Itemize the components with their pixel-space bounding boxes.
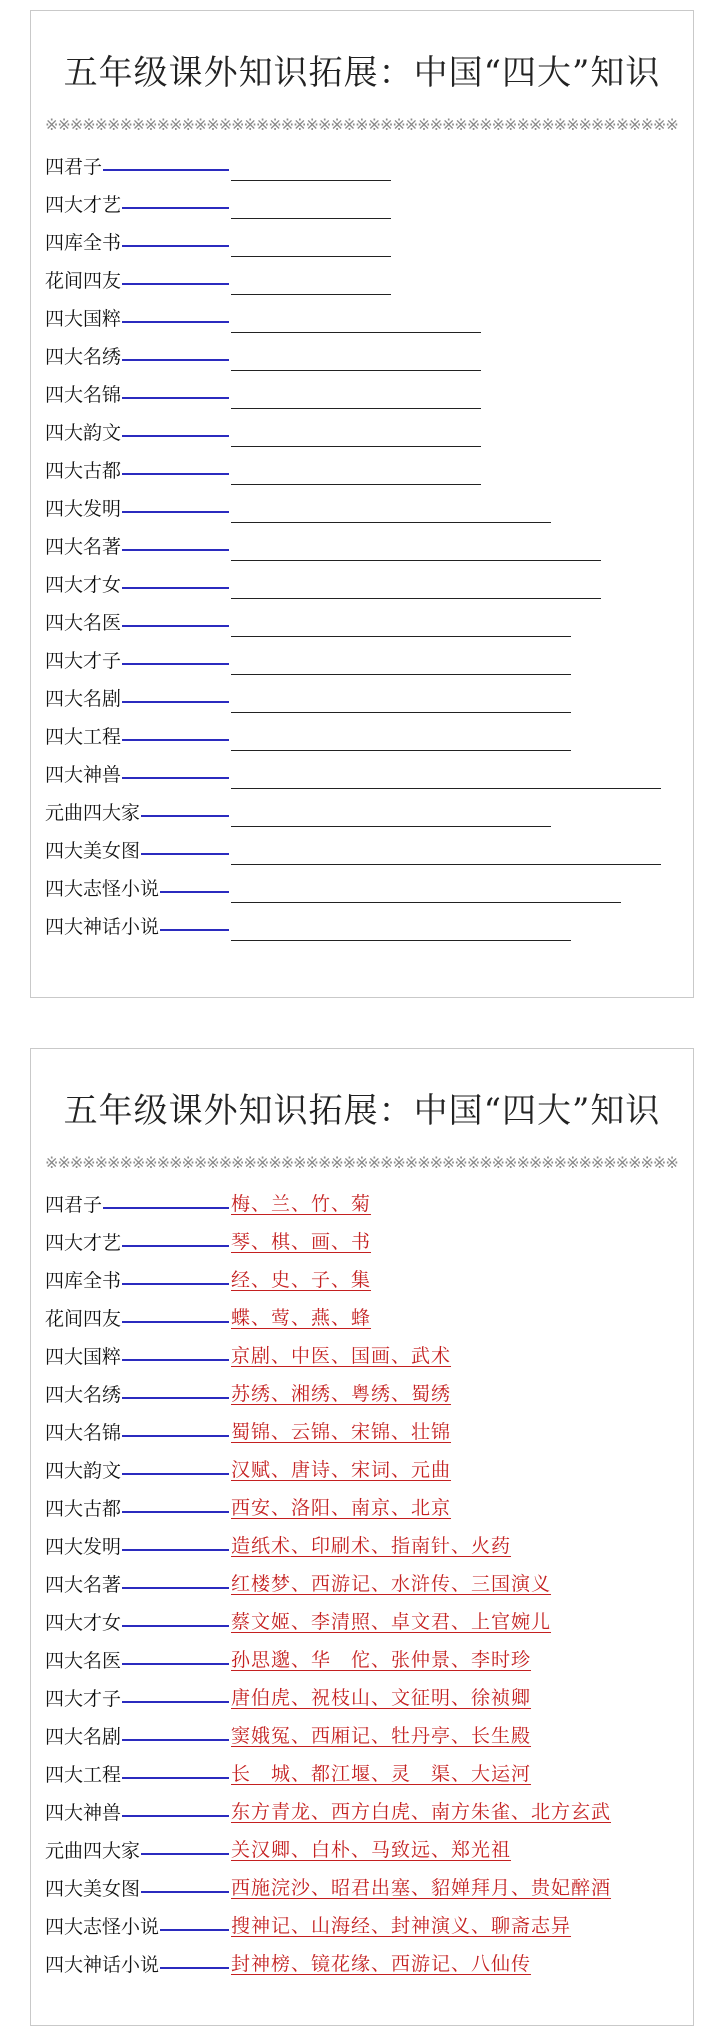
answer-row <box>45 1683 679 1721</box>
answer-row <box>45 1911 679 1949</box>
item-label: 四大名剧 <box>45 688 122 710</box>
answer-text: 长 城、都江堰、灵 渠、大运河 <box>231 1763 532 1785</box>
answer-row <box>45 1531 679 1569</box>
connector-line <box>122 777 229 779</box>
answer-text: 孙思邈、华 佗、张仲景、李时珍 <box>231 1649 532 1671</box>
answer-row <box>45 1341 679 1379</box>
item-label: 四大名医 <box>45 612 122 634</box>
question-row <box>45 189 679 227</box>
answer-text: 蝶、莺、燕、蜂 <box>231 1307 372 1329</box>
item-label: 四君子 <box>45 1194 103 1216</box>
answer-row <box>45 1265 679 1303</box>
answer-text: 窦娥冤、西厢记、牡丹亭、长生殿 <box>231 1725 532 1747</box>
connector-line <box>122 625 229 627</box>
connector-line <box>122 1701 229 1703</box>
item-label: 四大名医 <box>45 1650 122 1672</box>
answer-text: 西施浣沙、昭君出塞、貂婵拜月、贵妃醉酒 <box>231 1877 612 1899</box>
answer-row <box>45 1379 679 1417</box>
decorative-separator: ※※※※※※※※※※※※※※※※※※※※※※※※※※※※※※※※※※※※※※※※※※※※※※※※※※※ <box>45 115 678 134</box>
connector-line <box>122 1549 229 1551</box>
connector-line <box>122 1815 229 1817</box>
connector-line <box>122 1777 229 1779</box>
question-row <box>45 721 679 759</box>
answer-blank[interactable] <box>231 725 571 751</box>
item-label: 四大志怪小说 <box>45 1916 160 1938</box>
connector-line <box>122 321 229 323</box>
item-label: 四大才女 <box>45 574 122 596</box>
question-row <box>45 265 679 303</box>
answer-text: 汉赋、唐诗、宋词、元曲 <box>231 1459 452 1481</box>
item-label: 四大名著 <box>45 1574 122 1596</box>
answer-blank[interactable] <box>231 915 571 941</box>
connector-line <box>122 1625 229 1627</box>
connector-line <box>160 1967 229 1969</box>
item-label: 花间四友 <box>45 270 122 292</box>
answer-text: 封神榜、镜花缘、西游记、八仙传 <box>231 1953 532 1975</box>
question-row <box>45 341 679 379</box>
connector-line <box>122 739 229 741</box>
connector-line <box>122 1397 229 1399</box>
item-label: 四库全书 <box>45 1270 122 1292</box>
answer-row <box>45 1607 679 1645</box>
item-label: 四大名锦 <box>45 1422 122 1444</box>
item-label: 四库全书 <box>45 232 122 254</box>
item-label: 四大美女图 <box>45 1878 141 1900</box>
connector-line <box>141 853 229 855</box>
answer-text: 关汉卿、白朴、马致远、郑光祖 <box>231 1839 512 1861</box>
connector-line <box>122 1283 229 1285</box>
connector-line <box>141 1853 229 1855</box>
answer-row <box>45 1949 679 1987</box>
item-label: 四大发明 <box>45 498 122 520</box>
connector-line <box>141 815 229 817</box>
connector-line <box>122 207 229 209</box>
item-label: 四大国粹 <box>45 308 122 330</box>
answer-blank[interactable] <box>231 763 661 789</box>
item-label: 四大才艺 <box>45 1232 122 1254</box>
connector-line <box>103 169 229 171</box>
item-label: 四大才子 <box>45 650 122 672</box>
item-label: 四大古都 <box>45 1498 122 1520</box>
item-label: 四大韵文 <box>45 422 122 444</box>
connector-line <box>122 549 229 551</box>
answer-blank[interactable] <box>231 573 601 599</box>
answer-blank[interactable] <box>231 839 661 865</box>
answer-blank[interactable] <box>231 421 481 447</box>
item-label: 四大古都 <box>45 460 122 482</box>
connector-line <box>160 1929 229 1931</box>
connector-line <box>122 473 229 475</box>
item-label: 四大名著 <box>45 536 122 558</box>
connector-line <box>122 1511 229 1513</box>
question-row <box>45 759 679 797</box>
question-row <box>45 303 679 341</box>
answer-blank[interactable] <box>231 383 481 409</box>
connector-line <box>122 1245 229 1247</box>
connector-line <box>122 435 229 437</box>
item-label: 四大美女图 <box>45 840 141 862</box>
question-row <box>45 417 679 455</box>
answer-text: 红楼梦、西游记、水浒传、三国演义 <box>231 1573 552 1595</box>
item-label: 四大才艺 <box>45 194 122 216</box>
answer-row <box>45 1417 679 1455</box>
item-label: 四大工程 <box>45 1764 122 1786</box>
item-label: 四大才女 <box>45 1612 122 1634</box>
answer-text: 搜神记、山海经、封神演义、聊斋志异 <box>231 1915 572 1937</box>
question-row <box>45 797 679 835</box>
worksheet-title: 五年级课外知识拓展：中国“四大”知识 <box>63 53 661 93</box>
item-label: 四大才子 <box>45 1688 122 1710</box>
question-row <box>45 569 679 607</box>
connector-line <box>122 663 229 665</box>
answer-blank[interactable] <box>231 535 601 561</box>
answer-row <box>45 1835 679 1873</box>
answer-blank[interactable] <box>231 269 391 295</box>
item-label: 四大发明 <box>45 1536 122 1558</box>
item-label: 四大名剧 <box>45 1726 122 1748</box>
item-label: 四大神兽 <box>45 764 122 786</box>
connector-line <box>122 511 229 513</box>
answer-text: 经、史、子、集 <box>231 1269 372 1291</box>
item-label: 元曲四大家 <box>45 1840 141 1862</box>
answer-row <box>45 1721 679 1759</box>
answer-row <box>45 1303 679 1341</box>
answer-row <box>45 1227 679 1265</box>
question-row <box>45 151 679 189</box>
answer-blank[interactable] <box>231 155 391 181</box>
answer-text: 西安、洛阳、南京、北京 <box>231 1497 452 1519</box>
answer-key-panel <box>30 1048 694 2026</box>
answer-blank[interactable] <box>231 801 551 827</box>
item-label: 四大韵文 <box>45 1460 122 1482</box>
connector-line <box>122 397 229 399</box>
question-row <box>45 455 679 493</box>
question-row <box>45 911 679 949</box>
answer-text: 蔡文姬、李清照、卓文君、上官婉儿 <box>231 1611 552 1633</box>
question-row <box>45 227 679 265</box>
answer-text: 造纸术、印刷术、指南针、火药 <box>231 1535 512 1557</box>
answer-row <box>45 1797 679 1835</box>
item-label: 元曲四大家 <box>45 802 141 824</box>
answer-blank[interactable] <box>231 687 571 713</box>
answer-row <box>45 1493 679 1531</box>
answer-text: 蜀锦、云锦、宋锦、壮锦 <box>231 1421 452 1443</box>
answer-row <box>45 1873 679 1911</box>
connector-line <box>122 1321 229 1323</box>
question-row <box>45 493 679 531</box>
answer-blank[interactable] <box>231 345 481 371</box>
answer-row <box>45 1645 679 1683</box>
answer-blank[interactable] <box>231 231 391 257</box>
question-row <box>45 835 679 873</box>
question-row <box>45 873 679 911</box>
question-list <box>45 151 679 949</box>
item-label: 四大神话小说 <box>45 916 160 938</box>
question-row <box>45 645 679 683</box>
connector-line <box>122 1359 229 1361</box>
answer-text: 苏绣、湘绣、粤绣、蜀绣 <box>231 1383 452 1405</box>
answer-blank[interactable] <box>231 193 391 219</box>
question-row <box>45 683 679 721</box>
connector-line <box>122 701 229 703</box>
answer-blank[interactable] <box>231 611 571 637</box>
connector-line <box>122 1473 229 1475</box>
connector-line <box>141 1891 229 1893</box>
answer-blank[interactable] <box>231 649 571 675</box>
item-label: 四大名锦 <box>45 384 122 406</box>
answer-list <box>45 1189 679 1987</box>
question-row <box>45 607 679 645</box>
connector-line <box>122 587 229 589</box>
connector-line <box>122 359 229 361</box>
answer-blank[interactable] <box>231 307 481 333</box>
answer-text: 唐伯虎、祝枝山、文征明、徐祯卿 <box>231 1687 532 1709</box>
answer-blank[interactable] <box>231 877 621 903</box>
question-row <box>45 531 679 569</box>
decorative-separator: ※※※※※※※※※※※※※※※※※※※※※※※※※※※※※※※※※※※※※※※※※※※※※※※※※※※ <box>45 1153 678 1172</box>
answer-text: 琴、棋、画、书 <box>231 1231 372 1253</box>
item-label: 四君子 <box>45 156 103 178</box>
item-label: 花间四友 <box>45 1308 122 1330</box>
answer-text: 梅、兰、竹、菊 <box>231 1193 372 1215</box>
connector-line <box>160 891 229 893</box>
connector-line <box>103 1207 229 1209</box>
item-label: 四大名绣 <box>45 346 122 368</box>
item-label: 四大名绣 <box>45 1384 122 1406</box>
answer-row <box>45 1455 679 1493</box>
answer-key-title: 五年级课外知识拓展：中国“四大”知识 <box>63 1091 661 1131</box>
item-label: 四大神话小说 <box>45 1954 160 1976</box>
item-label: 四大神兽 <box>45 1802 122 1824</box>
connector-line <box>122 1587 229 1589</box>
connector-line <box>160 929 229 931</box>
item-label: 四大志怪小说 <box>45 878 160 900</box>
item-label: 四大工程 <box>45 726 122 748</box>
answer-row <box>45 1759 679 1797</box>
blank-worksheet-panel <box>30 10 694 998</box>
question-row <box>45 379 679 417</box>
answer-blank[interactable] <box>231 497 551 523</box>
connector-line <box>122 1663 229 1665</box>
connector-line <box>122 283 229 285</box>
connector-line <box>122 245 229 247</box>
answer-row <box>45 1189 679 1227</box>
answer-blank[interactable] <box>231 459 481 485</box>
answer-text: 京剧、中医、国画、武术 <box>231 1345 452 1367</box>
answer-row <box>45 1569 679 1607</box>
answer-text: 东方青龙、西方白虎、南方朱雀、北方玄武 <box>231 1801 612 1823</box>
connector-line <box>122 1435 229 1437</box>
item-label: 四大国粹 <box>45 1346 122 1368</box>
connector-line <box>122 1739 229 1741</box>
